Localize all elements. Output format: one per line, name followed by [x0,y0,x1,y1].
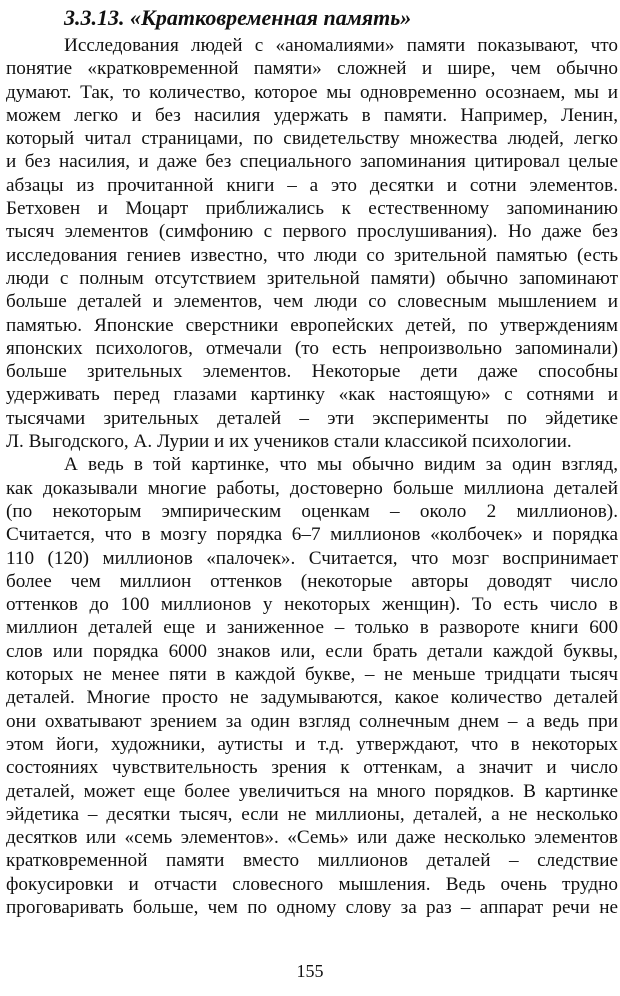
text-line: как доказывали многие работы, достоверно больше миллиона деталей [6,477,618,499]
text-line: миллион деталей еще и заниженное – только в развороте книги 600 [6,617,618,639]
body-text [6,34,618,919]
text-line: памятью. Японские сверстники европейских детей, по утверждениям [6,314,618,336]
text-line: которых не менее пяти в каждой букве, – не меньше тридцати тысяч [6,664,618,686]
text-line: более чем миллион оттенков (некоторые авторы доводят число [6,570,618,592]
page-number: 155 [296,961,324,981]
text-line: проговаривать больше, чем по одному слову за раз – аппарат речи не [6,896,618,918]
text-line: и без насилия, и даже без специального запоминания цитировал целые [6,151,618,173]
text-line: эйдетика – десятки тысяч, если не миллионы, деталей, а не несколько [6,803,618,825]
text-line: фокусировки и отчасти словесного мышления. Ведь очень трудно [6,873,618,895]
text-line: оттенков до 100 миллионов у некоторых женщин). То есть число в [6,594,618,616]
text-line: Исследования людей с «аномалиями» памяти показывают, что [64,35,618,56]
text-line: 110 (120) миллионов «палочек». Считается, что мозг воспринимает [6,547,618,569]
text-line: слов или порядка 6000 знаков или, если брать детали каждой буквы, [6,640,618,662]
paragraph-2 [6,453,618,919]
text-line: удерживать перед глазами картинку «как настоящую» с сотнями и [6,384,618,406]
text-line: деталей. Многие просто не задумываются, какое количество деталей [6,687,618,709]
text-line: люди с полным отсутствием зрительной памяти) обычно запоминают [6,267,618,289]
text-line: который читал страницами, по свидетельству множества людей, легко [6,128,618,150]
text-line: исследования гениев известно, что люди со зрительной памятью (есть [6,244,618,266]
text-line: состояниях чувствительность зрения к оттенкам, а значит и число [6,757,618,779]
text-line: абзацы из прочитанной книги – а это десятки и сотни элементов. [6,174,618,196]
text-line: Считается, что в мозгу порядка 6–7 миллионов «колбочек» и порядка [6,524,618,546]
text-line: японских психологов, отмечали (то есть непроизвольно запоминали) [6,337,618,359]
text-line: больше деталей и элементов, чем люди со словесным мышлением и [6,291,618,313]
text-line: можем легко и без насилия удержать в памяти. Например, Ленин, [6,104,618,126]
paragraph-1 [6,34,618,453]
text-line: А ведь в той картинке, что мы обычно видим за один взгляд, [64,454,618,476]
text-line: десятков или «семь элементов». «Семь» или даже несколько элементов [6,827,618,849]
text-line: Л. Выгодского, А. Лурии и их учеников стали классикой психологии. [6,431,572,453]
text-line: деталей, может еще более увеличиться на много порядков. В картинке [6,780,618,802]
text-line: кратковременной памяти вместо миллионов деталей – следствие [6,850,618,872]
text-line: этом йоги, художники, аутисты и т.д. утверждают, что в некоторых [6,733,618,755]
section-heading: 3.3.13. «Кратковременная память» [64,5,412,30]
text-line: Бетховен и Моцарт приближались к естественному запоминанию [6,198,618,220]
text-line: больше зрительных элементов. Некоторые дети даже способны [6,361,618,383]
text-line: думают. Так, то количество, которое мы одновременно осознаем, мы и [6,81,618,103]
text-line: они охватывают зрением за один взгляд солнечным днем – а ведь при [6,710,618,732]
text-line: тысячами зрительных деталей – эти эксперименты по эйдетике [6,407,618,429]
text-line: тысяч элементов (симфонию с первого прослушивания). Но даже без [6,221,618,243]
text-line: понятие «кратковременной памяти» сложней и шире, чем обычно [6,58,618,80]
text-line: (по некоторым эмпирическим оценкам – около 2 миллионов). [6,500,618,522]
